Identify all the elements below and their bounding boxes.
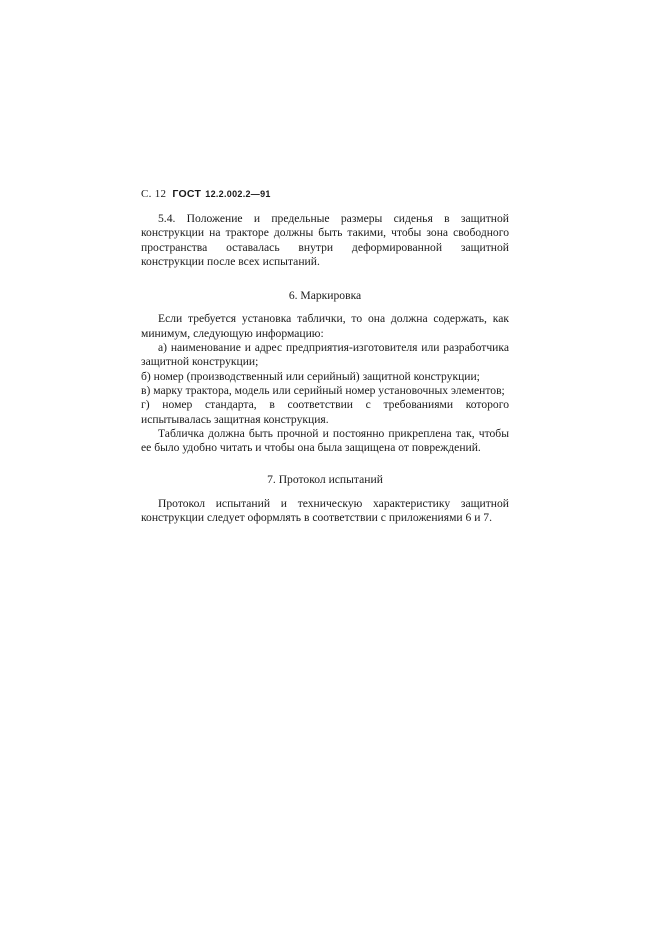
page-number: С. 12 [141, 188, 167, 200]
marking-item-d: г) номер стандарта, в соответствии с требованиями которого испытывалась защитная конструкция. [141, 398, 509, 426]
marking-item-a: а) наименование и адрес предприятия-изготовителя или разработчика защитной конструкции; [141, 341, 509, 369]
paragraph-5-4: 5.4. Положение и предельные размеры сиденья в защитной конструкции на тракторе должны быть такими, чтобы зона свободного пространства оставалась внутри деформированной защитной конструкции после всех испытаний. [141, 212, 509, 268]
test-report-text: Протокол испытаний и техническую характеристику защитной конструкции следует оформлять в соответствии с приложениями 6 и 7. [141, 496, 509, 525]
gost-number: 12.2.002.2—91 [205, 189, 271, 199]
marking-item-b: б) номер (производственный или серийный) защитной конструкции; [141, 369, 480, 383]
marking-intro: Если требуется установка таблички, то она должна содержать, как минимум, следующую информацию: [141, 312, 509, 340]
document-body [141, 212, 509, 525]
marking-closing: Табличка должна быть прочной и постоянно прикреплена так, чтобы ее было удобно читать и чтобы она была защищена от повреждений. [141, 426, 509, 455]
marking-item-c: в) марку трактора, модель или серийный номер установочных элементов; [141, 383, 505, 397]
page-header [141, 188, 271, 200]
gost-label: ГОСТ [172, 188, 202, 200]
section-title-test-report: 7. Протокол испытаний [267, 473, 383, 487]
section-title-marking: 6. Маркировка [288, 289, 362, 303]
